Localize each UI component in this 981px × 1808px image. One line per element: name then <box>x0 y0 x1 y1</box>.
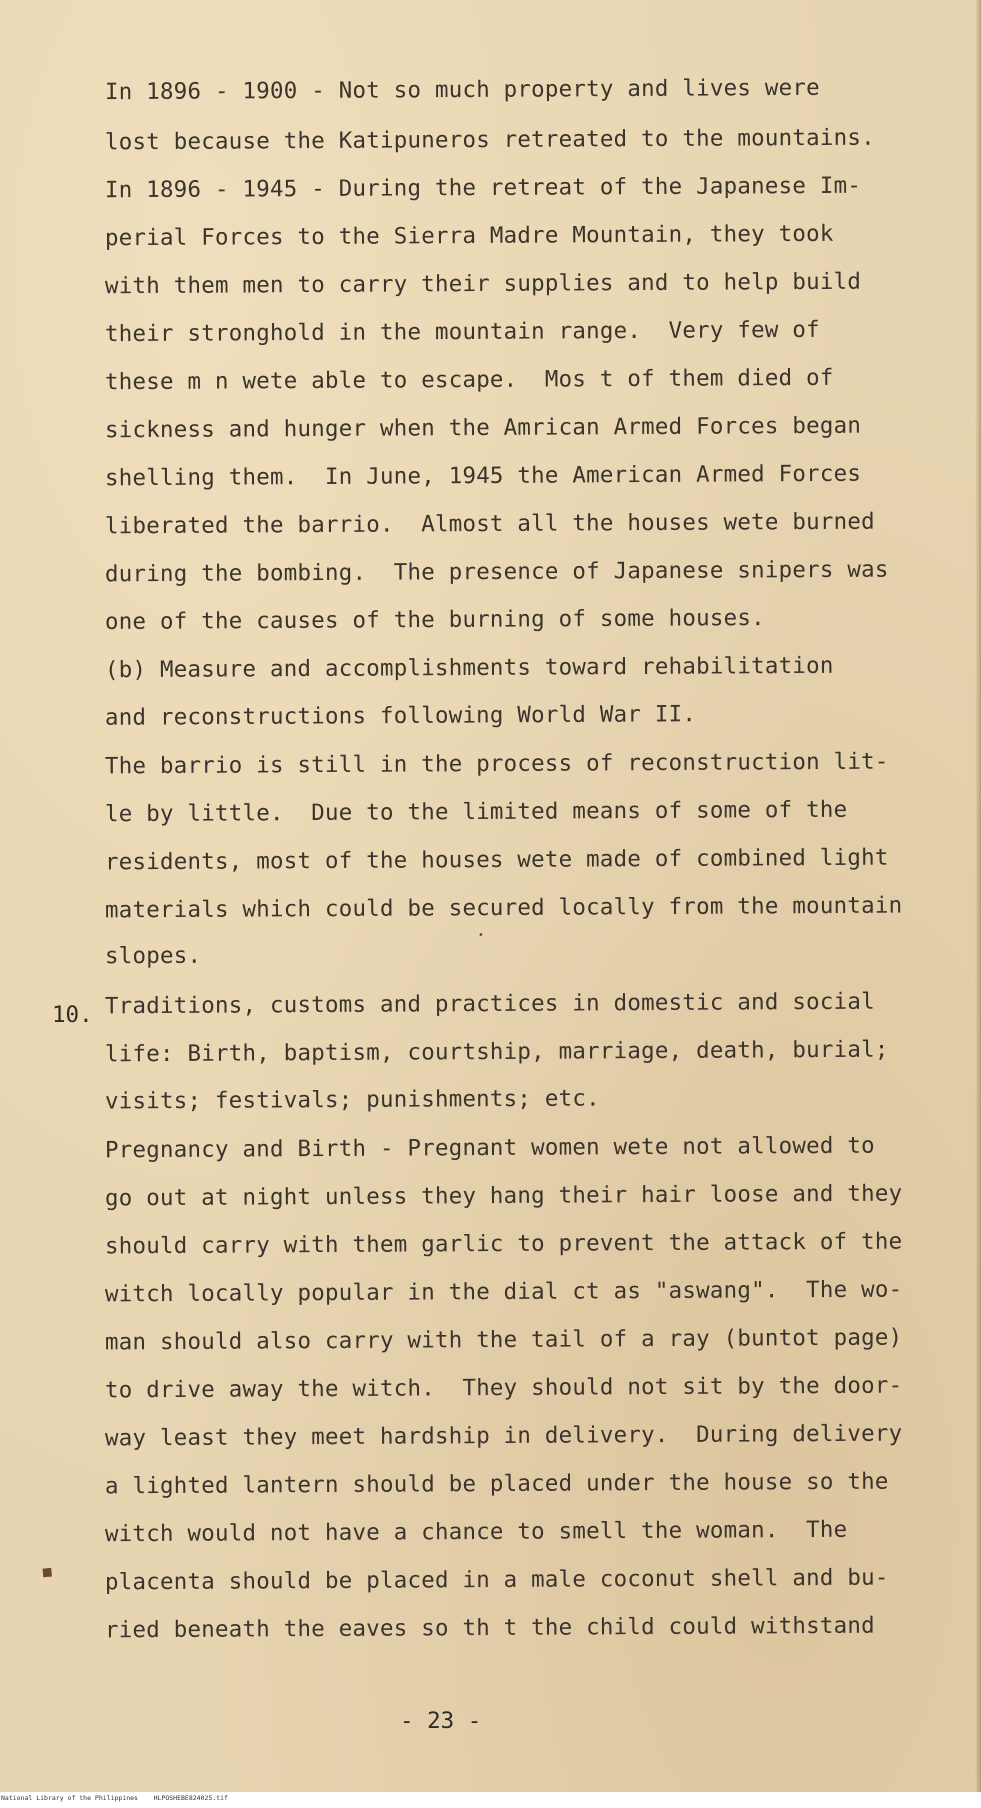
text-line: le by little. Due to the limited means of some of the <box>104 796 848 828</box>
page-edge-shadow <box>975 0 981 1792</box>
text-line: their stronghold in the mountain range. Very few of <box>104 316 820 348</box>
text-line: slopes. <box>104 942 202 970</box>
text-line: should carry with them garlic to prevent the attack of the <box>104 1228 903 1260</box>
text-line: shelling them. In June, 1945 the American Armed Forces <box>104 460 862 492</box>
footer-caption: National Library of the Philippines HLPOSHEBE824025.tif <box>1 1794 228 1802</box>
text-line: In 1896 - 1900 - Not so much property and lives were <box>104 74 820 106</box>
text-line: (b) Measure and accomplishments toward rehabilitation <box>104 652 834 684</box>
text-line: perial Forces to the Sierra Madre Mountain, they took <box>104 220 834 252</box>
text-line: placenta should be placed in a male coconut shell and bu- <box>104 1564 889 1596</box>
section-number: 10. <box>52 1002 93 1028</box>
text-line: visits; festivals; punishments; etc. <box>104 1085 600 1115</box>
text-line: sickness and hunger when the Amrican Armed Forces began <box>104 412 862 444</box>
text-line: liberated the barrio. Almost all the houses wete burned <box>104 508 875 540</box>
text-line: and reconstructions following World War II. <box>104 701 697 731</box>
text-line: life: Birth, baptism, courtship, marriage, death, burial; <box>104 1036 889 1068</box>
text-line: these m n wete able to escape. Mos t of them died of <box>104 364 834 396</box>
scan-footer <box>0 1792 981 1808</box>
text-line: with them men to carry their supplies and to help build <box>104 268 862 300</box>
text-line: way least they meet hardship in delivery. During delivery <box>104 1420 903 1452</box>
text-line: one of the causes of the burning of some houses. <box>104 604 765 636</box>
text-line: lost because the Katipuneros retreated to the mountains. <box>104 124 875 156</box>
text-line: a lighted lantern should be placed under the house so the <box>104 1468 889 1500</box>
text-line: The barrio is still in the process of reconstruction lit- <box>104 748 889 780</box>
text-line: to drive away the witch. They should not sit by the door- <box>104 1372 903 1404</box>
ink-speck: • <box>478 930 484 941</box>
text-line: materials which could be secured locally from the mountain <box>104 892 903 924</box>
text-line: ried beneath the eaves so th t the child could withstand <box>104 1612 875 1644</box>
text-line: go out at night unless they hang their hair loose and they <box>104 1180 903 1212</box>
text-line: during the bombing. The presence of Japanese snipers was <box>104 556 889 588</box>
text-line: In 1896 - 1945 - During the retreat of the Japanese Im- <box>104 172 862 204</box>
text-line: residents, most of the houses wete made of combined light <box>104 844 889 876</box>
text-line: witch locally popular in the dial ct as "aswang". The wo- <box>104 1276 903 1308</box>
text-line: Traditions, customs and practices in domestic and social <box>104 988 875 1020</box>
page-number: - 23 - <box>400 1708 482 1734</box>
text-line: witch would not have a chance to smell the woman. The <box>104 1516 848 1548</box>
text-line: Pregnancy and Birth - Pregnant women wete not allowed to <box>104 1132 875 1164</box>
ink-mark: ◆ <box>37 1560 59 1583</box>
text-line: man should also carry with the tail of a ray (buntot page) <box>104 1324 903 1356</box>
